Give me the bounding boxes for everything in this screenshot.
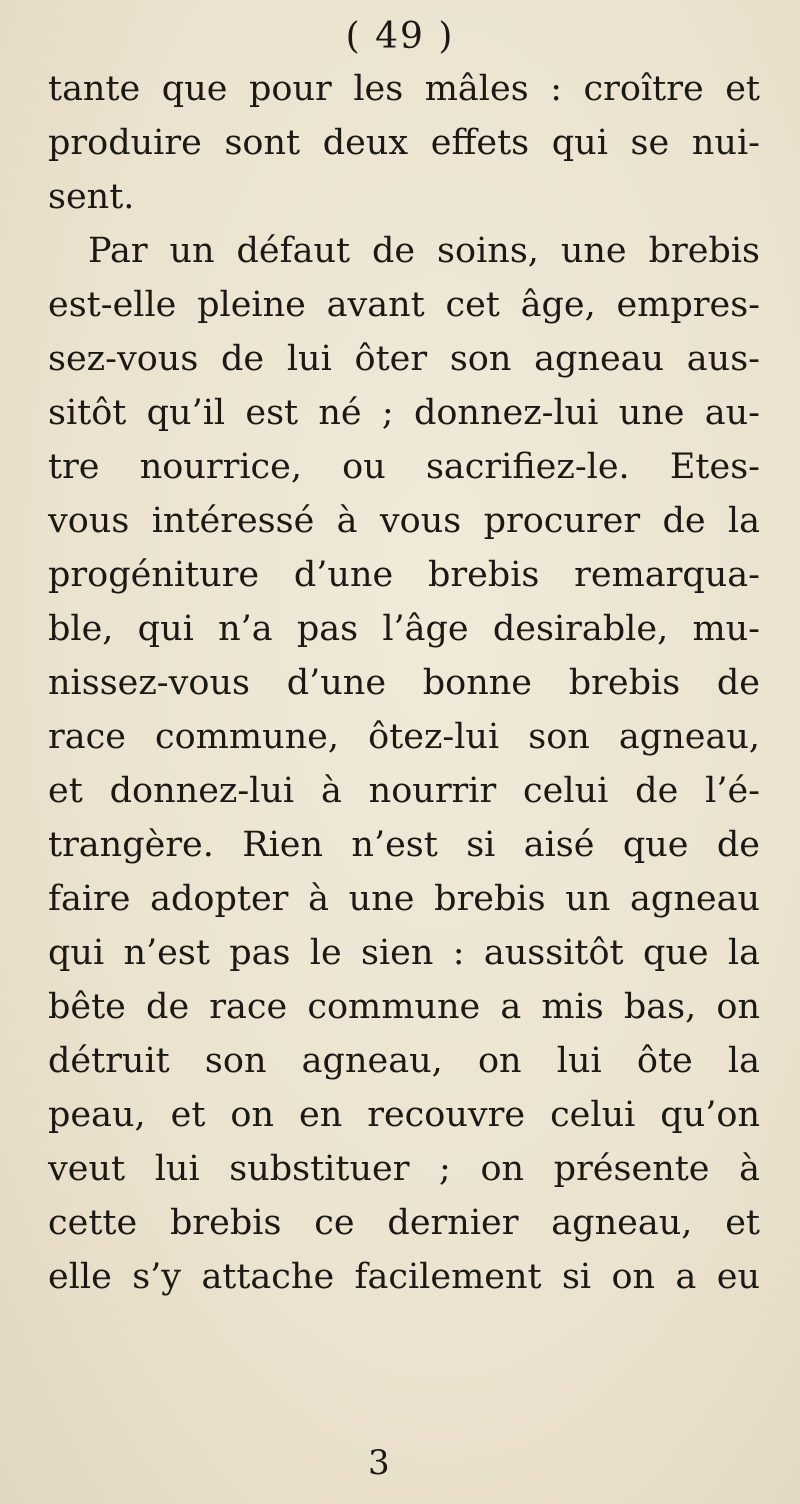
text-line: tre nourrice, ou sacrifiez-le. Etes- [48, 447, 760, 487]
page-number: ( 49 ) [345, 16, 455, 57]
text-line: bête de race commune a mis bas, on [48, 987, 760, 1027]
text-line: est-elle pleine avant cet âge, empres- [48, 285, 760, 325]
text-line: nissez-vous d’une bonne brebis de [48, 663, 760, 703]
text-line: trangère. Rien n’est si aisé que de [48, 825, 760, 865]
text-line: et donnez-lui à nourrir celui de l’é- [48, 771, 760, 811]
text-line: veut lui substituer ; on présente à [48, 1149, 760, 1189]
text-line: cette brebis ce dernier agneau, et [48, 1203, 760, 1243]
text-line: progéniture d’une brebis remarqua- [48, 555, 760, 595]
text-line: ble, qui n’a pas l’âge desirable, mu- [48, 609, 760, 649]
text-line: elle s’y attache facilement si on a eu [48, 1257, 760, 1297]
text-line: peau, et on en recouvre celui qu’on [48, 1095, 760, 1135]
text-line: sent. [48, 177, 135, 217]
text-line: Par un défaut de soins, une brebis [88, 231, 760, 271]
text-line: race commune, ôtez-lui son agneau, [48, 717, 760, 757]
text-line: vous intéressé à vous procurer de la [48, 501, 760, 541]
text-line: tante que pour les mâles : croître et [48, 69, 760, 109]
signature-mark: 3 [368, 1443, 390, 1483]
text-line: faire adopter à une brebis un agneau [48, 879, 760, 919]
text-line: détruit son agneau, on lui ôte la [48, 1041, 760, 1081]
text-line: sitôt qu’il est né ; donnez-lui une au- [48, 393, 760, 433]
text-line: qui n’est pas le sien : aussitôt que la [48, 933, 760, 973]
text-line: sez-vous de lui ôter son agneau aus- [48, 339, 760, 379]
body-text [48, 62, 760, 1304]
text-line: produire sont deux effets qui se nui- [48, 123, 760, 163]
